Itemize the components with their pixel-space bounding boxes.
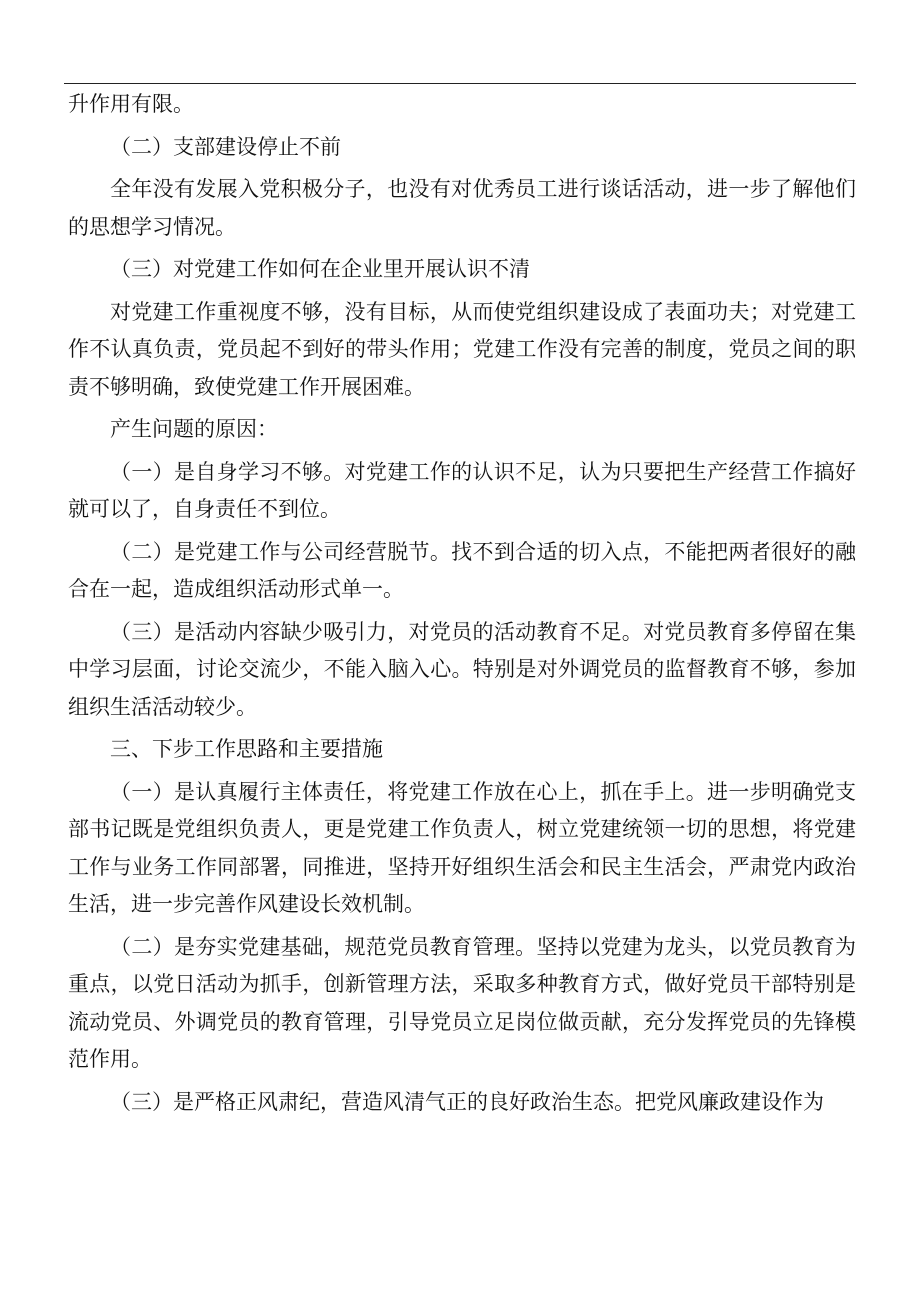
- paragraph-cause-2: （二）是党建工作与公司经营脱节。找不到合适的切入点，不能把两者很好的融合在一起，造成组织活动形式单一。: [68, 539, 856, 601]
- heading-section-3: 三、下步工作思路和主要措施: [110, 737, 383, 761]
- paragraph-branch-stagnation: 全年没有发展入党积极分子，也没有对优秀员工进行谈话活动，进一步了解他们的思想学习情况。: [68, 177, 856, 239]
- subheading-unclear-understanding: （三）对党建工作如何在企业里开展认识不清: [110, 257, 530, 281]
- paragraph-measure-1: （一）是认真履行主体责任，将党建工作放在心上，抓在手上。进一步明确党支部书记既是党组织负责人，更是党建工作负责人，树立党建统领一切的思想，将党建工作与业务工作同部署，同推进，坚持开好组织生活会和民主生活会，严肃党内政治生活，进一步完善作风建设长效机制。: [68, 779, 856, 916]
- paragraph-measure-3: （三）是严格正风肃纪，营造风清气正的良好政治生态。把党风廉政建设作为: [110, 1089, 824, 1114]
- paragraph-measure-2: （二）是夯实党建基础，规范党员教育管理。坚持以党建为龙头，以党员教育为重点，以党日活动为抓手，创新管理方法，采取多种教育方式，做好党员干部特别是流动党员、外调党员的教育管理，引导党员立足岗位做贡献，充分发挥党员的先锋模范作用。: [68, 934, 856, 1071]
- paragraph-cause-1: （一）是自身学习不够。对党建工作的认识不足，认为只要把生产经营工作搞好就可以了，自身责任不到位。: [68, 459, 856, 521]
- paragraph-cause-3: （三）是活动内容缺少吸引力，对党员的活动教育不足。对党员教育多停留在集中学习层面，讨论交流少，不能入脑入心。特别是对外调党员的监督教育不够，参加组织生活活动较少。: [68, 619, 856, 719]
- document-body: [68, 86, 856, 1121]
- paragraph-continuation: 升作用有限。: [68, 92, 194, 116]
- paragraph-unclear-understanding: 对党建工作重视度不够，没有目标，从而使党组织建设成了表面功夫；对党建工作不认真负责，党员起不到好的带头作用；党建工作没有完善的制度，党员之间的职责不够明确，致使党建工作开展困难。: [68, 299, 856, 399]
- heading-causes: 产生问题的原因：: [110, 417, 278, 441]
- subheading-branch-stagnation: （二）支部建设停止不前: [110, 134, 341, 159]
- header-rule: [64, 83, 856, 84]
